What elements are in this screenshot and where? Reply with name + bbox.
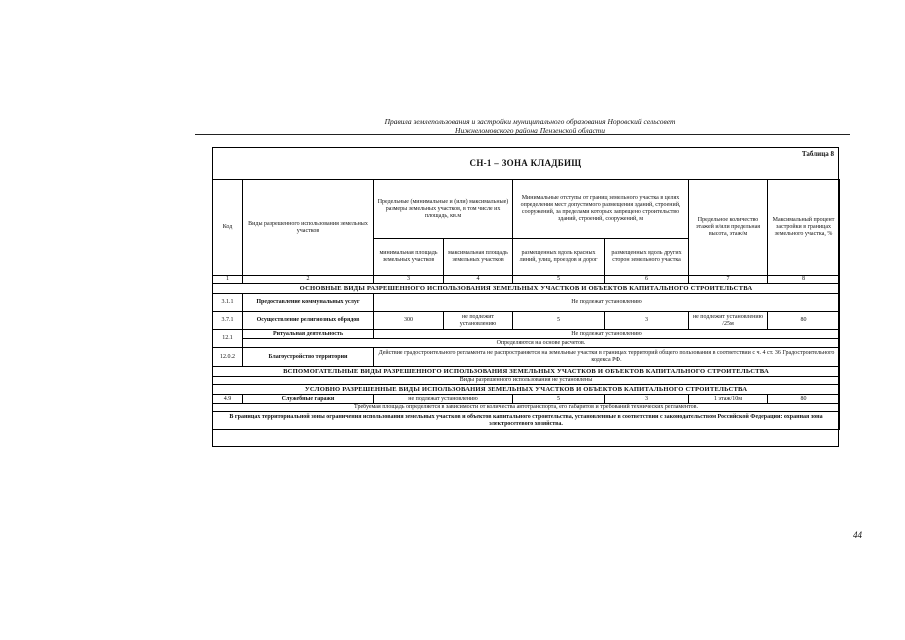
row-coverage: 80 — [768, 395, 840, 404]
row-use-name: Ритуальная деятельность — [243, 330, 374, 339]
header-row-1 — [213, 180, 840, 239]
col-header-setback-other: размещенных вдоль других сторон земельного участка — [605, 239, 689, 276]
parking-note: Требуемая площадь определяется в зависимости от количества автотранспорта, его габаритов и требований технических регламентов. — [213, 404, 840, 412]
col-header-sizes: Предельные (минимальные и (или) максимальные) размеры земельных участков, в том числе их площадь, кв.м — [374, 180, 513, 239]
row-use-name: Благоустройство территории — [243, 348, 374, 367]
table-row-12-1-note — [213, 339, 840, 348]
col-header-setbacks: Минимальные отступы от границ земельного участка в целях определения мест допустимого размещения зданий, строений, сооружений, за пределами которых запрещено строительство зданий, строений, сооружений, м — [513, 180, 689, 239]
row-code: 12.1 — [213, 330, 243, 348]
row-code: 12.0.2 — [213, 348, 243, 367]
row-use-name: Предоставление коммунальных услуг — [243, 294, 374, 312]
row-floors: не подлежит установлению /25м — [689, 312, 768, 330]
row-setback-red: 5 — [513, 395, 605, 404]
row-setback-other: 3 — [605, 395, 689, 404]
col-number: 2 — [243, 276, 374, 284]
row-code: 3.7.1 — [213, 312, 243, 330]
row-area: не подлежат установлению — [374, 395, 513, 404]
row-setback-other: 3 — [605, 312, 689, 330]
table-row-3-7-1 — [213, 312, 840, 330]
col-header-max-area: максимальная площадь земельных участков — [444, 239, 513, 276]
col-header-floors: Предельное количество этажей и/или предельная высота, этаж/м — [689, 180, 768, 276]
col-header-use-types: Виды разрешенного использования земельных участков — [243, 180, 374, 276]
row-code: 3.1.1 — [213, 294, 243, 312]
footer-note: В границах территориальной зоны ограничения использования земельных участков и объектов капитального строительства, установленные в соответствии с законодательством Российской Федерации: охранная зона электросетевого хозяйства. — [213, 412, 840, 430]
row-use-name: Осуществление религиозных обрядов — [243, 312, 374, 330]
col-number: 3 — [374, 276, 444, 284]
col-header-setback-red: размещенных вдоль красных линий, улиц, проездов и дорог — [513, 239, 605, 276]
section-row-aux — [213, 367, 840, 377]
table-row-12-0-2 — [213, 348, 840, 367]
section-row-cond — [213, 385, 840, 395]
section-row-main — [213, 284, 840, 294]
parking-note-row — [213, 404, 840, 412]
col-header-code: Код — [213, 180, 243, 276]
section-cond-heading: УСЛОВНО РАЗРЕШЕННЫЕ ВИДЫ ИСПОЛЬЗОВАНИЯ ЗЕМЕЛЬНЫХ УЧАСТКОВ И ОБЪЕКТОВ КАПИТАЛЬНОГО СТРОИТЕЛЬСТВА — [213, 385, 840, 395]
row-merged-value: Действие градостроительного регламента не распространяется на земельные участки в границах территорий общего пользования в соответствии с ч. 4 ст. 36 Градостроительного кодекса РФ. — [374, 348, 840, 367]
section-aux-heading: ВСПОМОГАТЕЛЬНЫЕ ВИДЫ РАЗРЕШЕННОГО ИСПОЛЬЗОВАНИЯ ЗЕМЕЛЬНЫХ УЧАСТКОВ И ОБЪЕКТОВ КАПИТАЛЬНОГО СТРОИТЕЛЬСТВА — [213, 367, 840, 377]
table-frame — [212, 147, 839, 447]
table-row-12-1 — [213, 330, 840, 339]
table-row-4-9 — [213, 395, 840, 404]
row-coverage: 80 — [768, 312, 840, 330]
row-min-area: 300 — [374, 312, 444, 330]
row-merged-value: Не подлежат установлению — [374, 294, 840, 312]
table-title: СН-1 – ЗОНА КЛАДБИЩ — [469, 158, 582, 168]
table-row-3-1-1 — [213, 294, 840, 312]
col-header-coverage: Максимальный процент застройки в границах земельного участка, % — [768, 180, 840, 276]
zone-table — [212, 179, 840, 430]
column-number-row — [213, 276, 840, 284]
col-number: 6 — [605, 276, 689, 284]
section-main-heading: ОСНОВНЫЕ ВИДЫ РАЗРЕШЕННОГО ИСПОЛЬЗОВАНИЯ ЗЕМЕЛЬНЫХ УЧАСТКОВ И ОБЪЕКТОВ КАПИТАЛЬНОГО СТРОИТЕЛЬСТВА — [213, 284, 840, 294]
footer-note-row — [213, 412, 840, 430]
row-note: Определяются на основе расчетов. — [243, 339, 840, 348]
col-number: 8 — [768, 276, 840, 284]
header-line-1: Правила землепользования и застройки муниципального образования Норовский сельсовет — [384, 117, 676, 126]
aux-note: Виды разрешенного использования не установлены — [213, 377, 840, 385]
row-setback-red: 5 — [513, 312, 605, 330]
row-max-area: не подлежит установлению — [444, 312, 513, 330]
col-header-min-area: минимальная площадь земельных участков — [374, 239, 444, 276]
header-line-2: Нижнеломовского района Пензенской области — [455, 126, 605, 135]
col-number: 1 — [213, 276, 243, 284]
table-label: Таблица 8 — [801, 150, 834, 158]
col-number: 7 — [689, 276, 768, 284]
document-header — [210, 117, 850, 135]
col-number: 5 — [513, 276, 605, 284]
row-merged-value: Не подлежат установлению — [374, 330, 840, 339]
row-code: 4.9 — [213, 395, 243, 404]
row-floors: 1 этаж/10м — [689, 395, 768, 404]
row-use-name: Служебные гаражи — [243, 395, 374, 404]
aux-note-row — [213, 377, 840, 385]
page-number: 44 — [853, 530, 862, 540]
header-divider — [195, 134, 850, 135]
col-number: 4 — [444, 276, 513, 284]
